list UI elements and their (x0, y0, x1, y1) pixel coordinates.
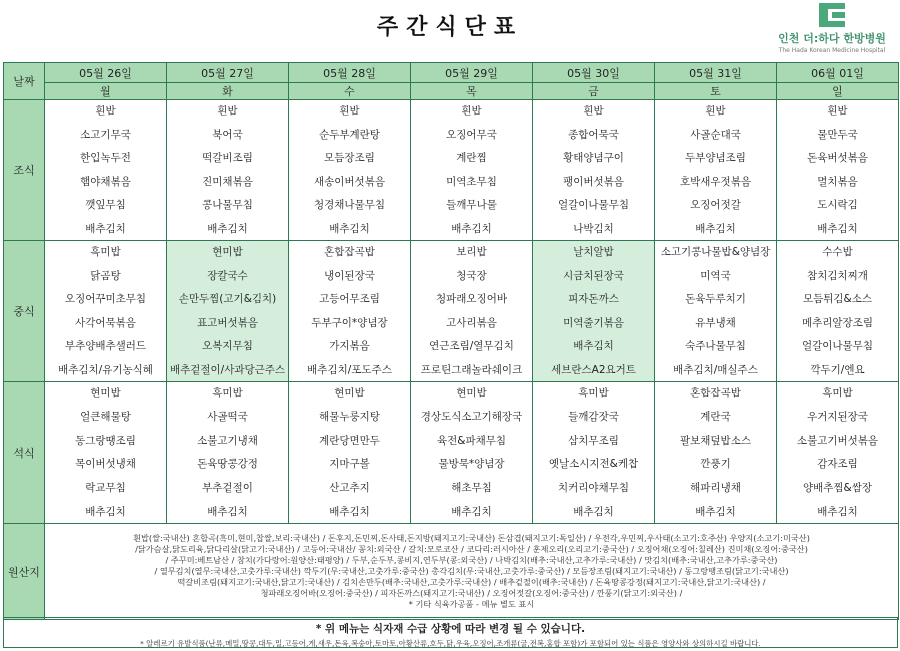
menu-item: 배추김치 (695, 222, 736, 235)
menu-item: 미역국 (700, 269, 731, 282)
date-header: 05월 28일 (289, 63, 411, 83)
menu-item-list (45, 382, 166, 523)
menu-cell (289, 241, 411, 382)
menu-cell (167, 382, 289, 524)
menu-item: 모듬장조림 (324, 152, 375, 165)
menu-item: 삼치무조림 (568, 434, 619, 447)
menu-item-list (411, 241, 532, 381)
menu-item: 얼큰해물탕 (80, 410, 131, 423)
menu-item-list (777, 382, 898, 523)
menu-item: 해파리냉채 (690, 482, 741, 495)
menu-item-list (411, 382, 532, 523)
origin-label: 원산지 (4, 524, 45, 620)
date-header: 05월 27일 (167, 63, 289, 83)
menu-item: 종합어묵국 (568, 128, 619, 141)
menu-item: 물만두국 (817, 128, 858, 141)
menu-item: 배추김치 (207, 222, 248, 235)
menu-cell (777, 241, 899, 382)
menu-item: 프로틴그래놀라쉐이크 (420, 363, 523, 376)
menu-cell (167, 241, 289, 382)
menu-item: 육전&파채무침 (436, 434, 507, 447)
menu-item: 배추겉절이/사과당근주스 (169, 363, 286, 376)
menu-item: 돈육두루치기 (685, 293, 746, 306)
menu-item: 연근조림/열무김치 (429, 340, 514, 353)
menu-item: 현미밥 (90, 387, 121, 399)
origin-line: /닭가슴살,닭도리육,닭다리살(닭고기:국내산) / 고등어:국내산/ 꽁치:외국산 / 갈치:모로코산 / 코다리:러시아산 / 훈제오리(오리고기:중국산) / 오징어채(오징어:칠레산) 진미채(오징어:중국산) (135, 543, 808, 554)
lunch-label: 중식 (4, 241, 45, 382)
menu-item: 고등어무조림 (319, 293, 380, 306)
menu-cell (777, 382, 899, 524)
menu-item: 황태양념구이 (563, 152, 624, 165)
menu-item: 팽이버섯볶음 (563, 175, 624, 188)
menu-item: 미역초무침 (446, 175, 497, 188)
menu-item: 보리밥 (456, 246, 487, 258)
menu-item: 멸치볶음 (817, 175, 858, 188)
menu-item: 유부냉채 (695, 316, 736, 329)
menu-item: 계란당면만두 (319, 434, 380, 447)
menu-item: 지마구볼 (329, 458, 370, 471)
weekday-header: 일 (777, 83, 899, 100)
menu-item: 흑미밥 (90, 246, 121, 258)
menu-item: 냉이된장국 (324, 269, 375, 282)
menu-item: 북어국 (212, 128, 243, 141)
origin-info (45, 524, 899, 620)
menu-item: 물방묵*양념장 (438, 458, 505, 471)
menu-item: 흰밥 (95, 105, 116, 117)
date-header: 06월 01일 (777, 63, 899, 83)
menu-item: 배추김치 (85, 505, 126, 518)
origin-line: / 주꾸미:베트남산 / 참치(가다랑어:원양산:태평양) / 두부,순두부,콩비지,연두부(콩:외국산) / 나박김치(배추:국내산,고추가루:국내산) / 맛김치(배추:국내산,고추가루:중국산) (165, 554, 778, 565)
menu-cell (45, 382, 167, 524)
logo-name: 인천 더:하다 한방병원 (778, 32, 886, 45)
menu-item: 양배추찜&쌈장 (802, 482, 873, 495)
menu-item: 얼갈이나물무침 (557, 199, 629, 212)
menu-item: 두부양념조림 (685, 152, 746, 165)
hospital-logo (772, 3, 892, 54)
menu-item: 참치김치찌개 (807, 269, 868, 282)
menu-item: 배추김치 (817, 505, 858, 518)
menu-item: 호박새우젓볶음 (679, 175, 751, 188)
menu-item: 배추김치 (695, 505, 736, 518)
menu-item: 얼갈이나물무침 (801, 340, 873, 353)
menu-item: 새송이버섯볶음 (313, 175, 385, 188)
weekday-header: 화 (167, 83, 289, 100)
menu-item-list (289, 382, 410, 523)
menu-item-list (533, 241, 654, 381)
menu-item: 콩나물무침 (202, 199, 253, 212)
menu-item: 들깨무나물 (446, 199, 497, 212)
menu-cell (533, 100, 655, 241)
menu-item: 깐풍기 (700, 458, 731, 471)
menu-item: 소불고기냉채 (197, 434, 258, 447)
menu-item-list (167, 241, 288, 381)
notice-box (3, 617, 898, 648)
menu-cell (655, 100, 777, 241)
menu-item: 돈육땅콩강정 (197, 458, 258, 471)
allergy-notice: * 알레르기 유발식품(난류,메밀,땅콩,대두,밀,고등어,게,새우,돈육,복숭아,토마토,아황산류,호두,닭,우육,오징어,조개류(굴,전복,홍합 포함)가 포함되어 있는 식품은 영양사와 상의하시길 바랍니다. (140, 639, 761, 648)
menu-item-list (167, 100, 288, 240)
menu-cell (655, 241, 777, 382)
menu-item: 배추김치 (329, 222, 370, 235)
menu-item: 배추김치 (207, 505, 248, 518)
menu-item: 오징어젓갈 (690, 199, 741, 212)
menu-item: 배추김치 (573, 340, 614, 353)
menu-item-list (45, 241, 166, 381)
menu-item: 한입녹두전 (80, 152, 131, 165)
weekday-header: 수 (289, 83, 411, 100)
menu-cell (533, 241, 655, 382)
menu-item: 해초무침 (451, 482, 492, 495)
menu-item: 팔보채덮밥소스 (679, 434, 751, 447)
menu-item: 현미밥 (456, 387, 487, 399)
menu-cell (45, 100, 167, 241)
menu-item: 치커리야채무침 (557, 482, 629, 495)
menu-item: 청파래오징어바 (435, 293, 507, 306)
weekly-menu-table (3, 62, 899, 620)
menu-item: 흰밥 (217, 105, 238, 117)
menu-cell (167, 100, 289, 241)
origin-line: / 열무김치(열무:국내산,고춧가루:국내산) 깍두기(무:국내산,고춧가루:중국산) 총각김치(무:국내산,고춧가루:중국산) / 모듬장조림(돼지고기:국내산) / 동그랑땡조림(닭고기:국내산) (154, 565, 789, 576)
menu-cell (411, 100, 533, 241)
menu-item-list (777, 241, 898, 381)
menu-item-list (533, 382, 654, 523)
menu-item: 장칼국수 (207, 269, 248, 282)
breakfast-label: 조식 (4, 100, 45, 241)
menu-item: 목이버섯냉채 (75, 458, 136, 471)
menu-item: 소고기콩나물밥&양념장 (660, 246, 771, 258)
menu-item: 표고버섯볶음 (197, 316, 258, 329)
dinner-label: 석식 (4, 382, 45, 524)
menu-item: 오복지무침 (202, 340, 253, 353)
menu-item-list (655, 241, 776, 381)
menu-item: 들깨감잣국 (568, 410, 619, 423)
origin-line: 떡갈비조림(돼지고기:국내산,닭고기:국내산) / 김치손만두(배추:국내산,고춧가루:국내산) / 배추겉절이(배추:국내산) / 돈육땅콩강정(돼지고기:국내산,닭고기:국내산) / (177, 577, 766, 588)
menu-item: 산고추지 (329, 482, 370, 495)
menu-item-list (45, 100, 166, 240)
menu-item: 배추김치 (451, 222, 492, 235)
breakfast-row (4, 100, 899, 241)
menu-item: 고사리볶음 (446, 316, 497, 329)
menu-cell (289, 100, 411, 241)
menu-item: 오징어꾸미초무침 (64, 293, 147, 306)
weekday-header: 토 (655, 83, 777, 100)
menu-item: 배추김치 (85, 222, 126, 235)
menu-item: 날치알밥 (573, 246, 614, 258)
menu-item: 옛날소시지전&케찹 (548, 458, 639, 471)
date-header: 05월 31일 (655, 63, 777, 83)
date-header: 05월 26일 (45, 63, 167, 83)
menu-item: 미역줄기볶음 (563, 316, 624, 329)
menu-item: 도시락김 (817, 199, 858, 212)
dinner-row (4, 382, 899, 524)
menu-item: 현미밥 (334, 387, 365, 399)
origin-line: * 기타 식육가공품 - 메뉴 별도 표시 (408, 599, 535, 610)
logo-mark-icon (819, 3, 845, 27)
origin-line: 청파래오징어바(오징어:중국산) / 피자돈까스(돼지고기:국내산) / 오징어젓갈(오징어:중국산) / 깐풍기(닭고기:외국산) / (260, 588, 683, 599)
menu-item: 혼합잡곡밥 (690, 387, 741, 399)
menu-item: 현미밥 (212, 246, 243, 258)
menu-item: 순두부계란탕 (319, 128, 380, 141)
menu-item-list (655, 382, 776, 523)
menu-item: 떡갈비조림 (202, 152, 253, 165)
menu-cell (289, 382, 411, 524)
menu-cell (777, 100, 899, 241)
menu-item: 우거지된장국 (807, 410, 868, 423)
menu-item: 흑미밥 (212, 387, 243, 399)
menu-item: 청경채나물무침 (313, 199, 385, 212)
menu-item: 시금치된장국 (563, 269, 624, 282)
weekday-header-row (4, 83, 899, 100)
menu-item: 동그랑땡조림 (75, 434, 136, 447)
date-header-row (4, 63, 899, 83)
menu-item-list (777, 100, 898, 240)
menu-item: 계란찜 (456, 152, 487, 165)
menu-item: 나박김치 (573, 222, 614, 235)
menu-item: 배추김치 (817, 222, 858, 235)
menu-item: 진미채볶음 (202, 175, 253, 188)
date-header: 05월 30일 (533, 63, 655, 83)
weekday-header: 월 (45, 83, 167, 100)
lunch-row (4, 241, 899, 382)
menu-item: 배추김치 (329, 505, 370, 518)
menu-item-list (533, 100, 654, 240)
menu-item: 사골순대국 (690, 128, 741, 141)
menu-item: 세브란스A2요거트 (551, 363, 636, 376)
menu-item-list (655, 100, 776, 240)
menu-item: 해물누룽지탕 (319, 410, 380, 423)
weekday-header: 금 (533, 83, 655, 100)
menu-item: 흰밥 (339, 105, 360, 117)
menu-item: 두부구이*양념장 (311, 316, 388, 329)
logo-subtitle: The Hada Korean Medicine Hospital (778, 47, 886, 54)
menu-item: 청국장 (456, 269, 487, 282)
menu-item: 사골떡국 (207, 410, 248, 423)
menu-item: 배추김치 (451, 505, 492, 518)
menu-item: 부추양배추샐러드 (64, 340, 147, 353)
menu-item: 흰밥 (583, 105, 604, 117)
menu-item: 부추겉절이 (202, 482, 253, 495)
menu-item: 배추김치 (573, 505, 614, 518)
menu-item: 배추김치/매실주스 (673, 363, 758, 376)
menu-cell (411, 382, 533, 524)
menu-item: 손만두찜(고기&김치) (178, 293, 277, 306)
menu-item-list (411, 100, 532, 240)
menu-cell (45, 241, 167, 382)
menu-item: 모듬튀김&소스 (802, 293, 873, 306)
menu-item: 돈육버섯볶음 (807, 152, 868, 165)
menu-item: 흰밥 (461, 105, 482, 117)
menu-item: 경상도식소고기해장국 (420, 410, 523, 423)
menu-item: 숙주나물무침 (685, 340, 746, 353)
menu-item-list (167, 382, 288, 523)
menu-item: 수수밥 (822, 246, 853, 258)
menu-item: 계란국 (700, 410, 731, 423)
menu-item: 가지볶음 (329, 340, 370, 353)
menu-item: 메추리알장조림 (801, 316, 873, 329)
menu-item: 락교무침 (85, 482, 126, 495)
menu-item: 깍두기/엔요 (810, 363, 865, 376)
page-title: 주간식단표 (376, 15, 524, 40)
menu-item: 감자조림 (817, 458, 858, 471)
menu-cell (655, 382, 777, 524)
menu-item: 햄야채볶음 (80, 175, 131, 188)
date-header: 05월 29일 (411, 63, 533, 83)
menu-item: 흑미밥 (822, 387, 853, 399)
origin-line: 흰밥(쌀:국내산) 혼합곡(흑미,현미,찹쌀,보리:국내산) / 돈후지,돈민찌,돈사태,돈지방(돼지고기:국내산) 돈삼겹(돼지고기:독일산) / 우전각,우민찌,우사태(소고기:호주산) 우양지(소고기:미국산) (133, 532, 810, 543)
origin-row (4, 524, 899, 620)
menu-item: 혼합잡곡밥 (324, 246, 375, 258)
menu-item: 피자돈까스 (568, 293, 619, 306)
menu-item: 흰밥 (705, 105, 726, 117)
menu-item: 소고기무국 (80, 128, 131, 141)
menu-item: 배추김치/포도주스 (307, 363, 392, 376)
menu-item: 깻잎무침 (85, 199, 126, 212)
menu-item: 배추김치/유기농식혜 (58, 363, 153, 376)
menu-item: 소불고기버섯볶음 (796, 434, 879, 447)
menu-item: 흑미밥 (578, 387, 609, 399)
menu-cell (533, 382, 655, 524)
menu-item: 흰밥 (827, 105, 848, 117)
menu-cell (411, 241, 533, 382)
menu-item: 오징어무국 (446, 128, 497, 141)
menu-item-list (289, 241, 410, 381)
date-label: 날짜 (4, 63, 45, 100)
menu-item: 닭곰탕 (90, 269, 121, 282)
menu-item-list (289, 100, 410, 240)
weekday-header: 목 (411, 83, 533, 100)
menu-item: 사각어묵볶음 (75, 316, 136, 329)
notice-main: * 위 메뉴는 식자재 수급 상황에 따라 변경 될 수 있습니다. (315, 623, 586, 635)
